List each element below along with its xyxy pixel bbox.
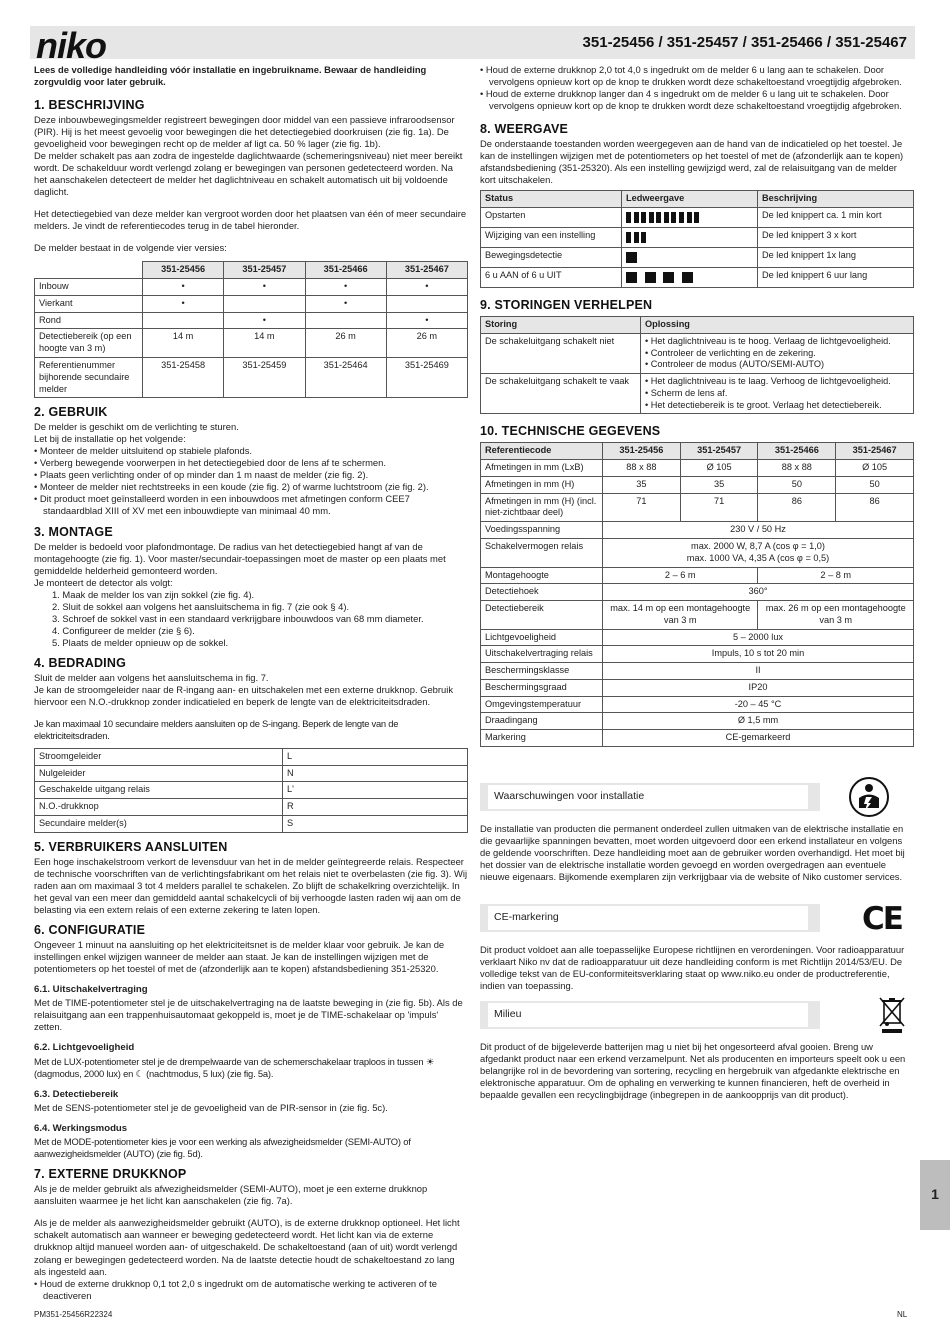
table-row	[35, 312, 468, 329]
table-row	[35, 279, 468, 296]
table-row	[481, 713, 914, 730]
cell-line: max. 2000 W, 8,7 A (cos φ = 1,0)	[691, 540, 825, 551]
subsection-title: 6.3. Detectiebereik	[34, 1088, 119, 1100]
table-cell	[641, 333, 914, 373]
list-item: • Houd de externe drukknop langer dan 4 s ingedrukt om de melder 6 u lang uit te schakelen. Door vervolgens opnieuw kort op de knop te drukken wordt deze schakeltoestand vroegtijdig afgebroken.	[480, 88, 914, 112]
list-item: 3. Schroef de sokkel vast in een standaard verkrijgbare inbouwdoos van 68 mm diameter.	[52, 612, 424, 624]
table-cell: De schakeluitgang schakelt te vaak	[481, 374, 641, 414]
list-item: • Controleer de verlichting en de zekering.	[645, 348, 909, 360]
s1-paragraph: De melder bestaat in de volgende vier versies:	[34, 242, 227, 254]
table-cell: Markering	[481, 730, 603, 747]
table-cell: max. 26 m op een montagehoogte van 3 m	[758, 601, 914, 630]
document-code: PM351-25456R22324	[34, 1310, 113, 1319]
list-item: 1. Maak de melder los van zijn sokkel (zie fig. 4).	[52, 588, 255, 600]
s1-paragraph: De melder schakelt pas aan zodra de ingestelde daglichtwaarde (schemeringsniveau) niet meer bereikt wordt. De schakelduur wordt verlengd zolang er bewegingen van personen gedetecteerd worden. Na het aanschakelen detecteert de melder het daglichtniveau en schakelt automatisch uit bij voldoende daglicht.	[34, 150, 463, 198]
list-item: • Monteer de melder niet rechtstreeks in een koude (zie fig. 2) of warme luchtstroom (zie fig. 2).	[34, 481, 468, 493]
table-row	[35, 748, 468, 765]
table-cell: Voedingsspanning	[481, 522, 603, 539]
list-item: • Monteer de melder uitsluitend op stabiele plafonds.	[34, 445, 468, 457]
table-cell: •	[143, 279, 224, 296]
led-pattern	[622, 208, 758, 228]
table-head-cell: 351-25466	[305, 262, 386, 279]
subsection-title: 6.1. Uitschakelvertraging	[34, 984, 148, 996]
list-item: • Plaats geen verlichting onder of op minder dan 1 m naast de melder (zie fig. 2).	[34, 469, 468, 481]
s3-paragraph: Je monteert de detector als volgt:	[34, 576, 173, 588]
table-cell: De led knippert 1x lang	[758, 248, 914, 268]
table-cell: De led knippert 3 x kort	[758, 228, 914, 248]
table-cell: Beschermingsklasse	[481, 663, 603, 680]
section-2-title: 2. GEBRUIK	[34, 405, 108, 420]
table-row	[481, 584, 914, 601]
right-column	[480, 64, 914, 747]
list-item: • Het detectiebereik is te groot. Verlaag het detectiebereik.	[645, 400, 909, 412]
pushbutton-list	[480, 64, 914, 112]
table-head-cell: 351-25457	[224, 262, 305, 279]
table-cell: 35	[603, 476, 681, 493]
milieu-title: Milieu	[488, 1003, 808, 1026]
section-1-title: 1. BESCHRIJVING	[34, 98, 145, 113]
table-cell: 14 m	[224, 329, 305, 358]
table-cell	[224, 295, 305, 312]
table-cell: 86	[758, 493, 836, 522]
table-head-cell: 351-25467	[836, 443, 914, 460]
table-cell	[305, 312, 386, 329]
technical-table	[480, 442, 914, 747]
table-head-cell: Storing	[481, 317, 641, 334]
troubleshooting-table	[480, 316, 914, 414]
table-row	[35, 329, 468, 358]
table-cell: 86	[836, 493, 914, 522]
table-row	[35, 765, 468, 782]
table-cell: •	[305, 295, 386, 312]
table-head-cell: Oplossing	[641, 317, 914, 334]
table-cell: 351-25464	[305, 357, 386, 397]
table-row	[481, 228, 914, 248]
table-cell: N.O.-drukknop	[35, 799, 283, 816]
table-cell: Ø 105	[680, 460, 758, 477]
table-head-cell: 351-25456	[143, 262, 224, 279]
table-cell: L	[283, 748, 468, 765]
table-cell: •	[305, 279, 386, 296]
table-row	[35, 816, 468, 833]
table-cell: Bewegingsdetectie	[481, 248, 622, 268]
table-cell: 50	[836, 476, 914, 493]
list-item: • Controleer de modus (AUTO/SEMI-AUTO)	[645, 359, 909, 371]
table-row	[481, 696, 914, 713]
table-head-cell: 351-25456	[603, 443, 681, 460]
table-cell: 35	[680, 476, 758, 493]
table-head-cell: Status	[481, 191, 622, 208]
s7-paragraph: Als je de melder als aanwezigheidsmelder gebruikt (AUTO), is de externe drukknop optioneel. Het licht schakelt automatisch aan wanneer er beweging gedetecteerd wordt. Het licht kan via de externe drukknop altijd manueel worden aan- of uitgeschakeld. De schakeltoestand (aan of uit) wordt verlengd zolang er bewegingen gedetecteerd worden. Na de laatste detectie houdt de schakeltoestand zo lang als ingesteld aan.	[34, 1217, 460, 1277]
milieu-section	[480, 1001, 914, 1101]
table-cell: IP20	[603, 679, 914, 696]
table-cell: Impuls, 10 s tot 20 min	[603, 646, 914, 663]
subsection-title: 6.2. Lichtgevoeligheid	[34, 1042, 135, 1054]
section-5-title: 5. VERBRUIKERS AANSLUITEN	[34, 839, 228, 854]
table-cell: Detectiebereik	[481, 601, 603, 630]
table-cell: 50	[758, 476, 836, 493]
table-cell: Afmetingen in mm (H)	[481, 476, 603, 493]
table-head-cell: Ledweergave	[622, 191, 758, 208]
table-cell: 88 x 88	[603, 460, 681, 477]
table-cell: Omgevingstemperatuur	[481, 696, 603, 713]
table-cell: Beschermingsgraad	[481, 679, 603, 696]
table-cell: Ø 105	[836, 460, 914, 477]
table-cell: 26 m	[386, 329, 467, 358]
table-cell: II	[603, 663, 914, 680]
table-row	[35, 799, 468, 816]
product-codes: 351-25456 / 351-25457 / 351-25466 / 351-25467	[582, 34, 907, 51]
table-cell: Geschakelde uitgang relais	[35, 782, 283, 799]
table-head-cell: 351-25457	[680, 443, 758, 460]
intro-text: Lees de volledige handleiding vóór installatie en ingebruikname. Bewaar de handleiding zorgvuldig voor later gebruik.	[34, 64, 427, 88]
s6-paragraph: Met de LUX-potentiometer stel je de drempelwaarde van de schemerschakelaar traploos in tussen ☀ (dagmodus, 2000 lux) en ☾ (nachtmodus, 5 lux) (zie fig. 5a).	[34, 1055, 435, 1079]
mounting-steps	[34, 589, 468, 649]
table-cell: •	[224, 279, 305, 296]
table-row	[481, 601, 914, 630]
ce-mark-icon: CE	[862, 901, 902, 937]
table-cell: CE-gemarkeerd	[603, 730, 914, 747]
table-cell: Nulgeleider	[35, 765, 283, 782]
table-row	[481, 460, 914, 477]
list-item: • Verberg bewegende voorwerpen in het detectiegebied door de lens af te schermen.	[34, 457, 468, 469]
led-pattern	[622, 248, 758, 268]
table-cell: •	[224, 312, 305, 329]
table-cell: De schakeluitgang schakelt niet	[481, 333, 641, 373]
table-cell: Wijziging van een instelling	[481, 228, 622, 248]
table-row	[481, 538, 914, 567]
table-cell: Referentienummer bijhorende secundaire melder	[35, 357, 143, 397]
table-head-cell: Beschrijving	[758, 191, 914, 208]
page-number-tab: 1	[920, 1160, 950, 1230]
table-row	[481, 663, 914, 680]
section-9-title: 9. STORINGEN VERHELPEN	[480, 298, 653, 313]
s1-paragraph: Het detectiegebied van deze melder kan vergroot worden door het plaatsen van één of meer secundaire melders. Je vindt de referentiecodes terug in de tabel hieronder.	[34, 208, 467, 232]
table-head-cell	[35, 262, 143, 279]
table-cell: Opstarten	[481, 208, 622, 228]
table-cell: De led knippert ca. 1 min kort	[758, 208, 914, 228]
section-8-title: 8. WEERGAVE	[480, 122, 569, 137]
table-cell: 2 – 8 m	[758, 567, 914, 584]
led-pattern	[622, 228, 758, 248]
s6-paragraph: Met de TIME-potentiometer stel je de uitschakelvertraging na de laatste beweging in (zie fig. 5b). Als de relaisuitgang aan een trappenhuisautomaat gekoppeld is, moet je de TIME-schakelaar op 'impuls' zetten.	[34, 997, 463, 1033]
language-code: NL	[897, 1310, 908, 1319]
s3-paragraph: De melder is bedoeld voor plafondmontage. De radius van het detectiegebied hangt af van de montagehoogte (zie fig. 1). Voor master/secundair-toepassingen moet de master op een plaats met gemiddelde helderheid gemonteerd worden.	[34, 540, 446, 576]
section-6-title: 6. CONFIGURATIE	[34, 922, 146, 937]
table-cell: 351-25458	[143, 357, 224, 397]
table-row	[481, 629, 914, 646]
table-row	[481, 333, 914, 373]
table-row	[481, 493, 914, 522]
table-cell: 71	[680, 493, 758, 522]
table-row	[481, 679, 914, 696]
electrician-warning-icon	[848, 775, 890, 822]
table-cell: R	[283, 799, 468, 816]
table-cell: Uitschakelvertraging relais	[481, 646, 603, 663]
table-cell: Afmetingen in mm (LxB)	[481, 460, 603, 477]
subsection-title: 6.4. Werkingsmodus	[34, 1123, 128, 1135]
header-bar	[30, 25, 915, 66]
section-4-title: 4. BEDRADING	[34, 655, 126, 670]
s7-paragraph: Als je de melder gebruikt als afwezigheidsmelder (SEMI-AUTO), moet je een externe drukknop aansluiten waarmee je het licht kan aanschakelen (zie fig. 7a).	[34, 1183, 428, 1207]
s4-paragraph: Je kan de stroomgeleider naar de R-ingang aan- en uitschakelen met een externe drukknop. Gebruik hiervoor een N.O.-drukknop zonder indicatieled en beperk de lengte van de elektriciteitsdraden.	[34, 683, 454, 707]
table-cell: 360°	[603, 584, 914, 601]
ce-section	[480, 904, 914, 992]
section-3-title: 3. MONTAGE	[34, 524, 113, 539]
table-cell: -20 – 45 °C	[603, 696, 914, 713]
table-cell	[143, 312, 224, 329]
table-cell: •	[386, 312, 467, 329]
milieu-text: Dit product of de bijgeleverde batterijen mag u niet bij het ongesorteerd afval gooien. Breng uw afgedankt product naar een erkend verzamelpunt. Net als producenten en importeurs speelt ook u een belangrijke rol in de bevordering van sortering, recycling en hergebruik van afgedankte elektrische en elektronische apparatuur. Om de ophaling en verwerking te kunnen financieren, heft de overheid in bepaalde gevallen een recyclingbijdrage (inbegrepen in de aankoopprijs van dit product).	[480, 1041, 906, 1101]
table-cell: Stroomgeleider	[35, 748, 283, 765]
wiring-table	[34, 748, 468, 833]
table-cell: max. 14 m op een montagehoogte van 3 m	[603, 601, 758, 630]
s6-paragraph: Met de SENS-potentiometer stel je de gevoeligheid van de PIR-sensor in (zie fig. 5c).	[34, 1101, 388, 1113]
table-cell: N	[283, 765, 468, 782]
table-row	[481, 730, 914, 747]
s6-paragraph: Met de MODE-potentiometer kies je voor een werking als afwezigheidsmelder (SEMI-AUTO) of aanwezigheidsmelder (AUTO) (zie fig. 5d).	[34, 1136, 411, 1160]
usage-list	[34, 445, 468, 517]
table-row	[481, 476, 914, 493]
cell-line: max. 1000 VA, 4,35 A (cos φ = 0,5)	[686, 552, 830, 563]
table-cell: •	[143, 295, 224, 312]
ce-header	[480, 904, 820, 932]
table-cell: Detectiehoek	[481, 584, 603, 601]
s5-paragraph: Een hoge inschakelstroom verkort de levensduur van het in de melder geïntegreerde relais. Respecteer de technische voorschriften van de verlichtingsfabrikant om het relais niet te overbelasten (zie fig. 3). Wij raden aan om maximaal 3 tot 4 melders parallel te schakelen. Zo blijft de schakelkring overzichtelijk. In het geval van een meer dan gemiddeld aantal schakelcycli of bij verhoogde lasten raden wij aan om de belasting via een extern relais of een externe zekering te laten lopen.	[34, 855, 468, 915]
versions-table	[34, 261, 468, 398]
milieu-header	[480, 1001, 820, 1029]
table-cell: Lichtgevoeligheid	[481, 629, 603, 646]
table-cell: Montagehoogte	[481, 567, 603, 584]
list-item: • Het daglichtniveau is te laag. Verhoog de lichtgevoeligheid.	[645, 376, 909, 388]
ce-text: Dit product voldoet aan alle toepasselijke Europese richtlijnen en verordeningen. Voor radioapparatuur verklaart Niko nv dat de radioapparatuur uit deze handleiding conform is met Richtlijn 2014/53/EU. De volledige tekst van de EU-conformiteitsverklaring staat op www.niko.eu onder de productreferentie, indien van toepassing.	[480, 944, 905, 992]
ce-title: CE-markering	[488, 906, 808, 929]
table-cell	[641, 374, 914, 414]
table-row	[481, 248, 914, 268]
s4-paragraph: Je kan maximaal 10 secundaire melders aansluiten op de S-ingang. Beperk de lengte van de elektriciteitsdraden.	[34, 717, 399, 741]
table-cell: S	[283, 816, 468, 833]
list-item: • Scherm de lens af.	[645, 388, 909, 400]
table-cell: Ø 1,5 mm	[603, 713, 914, 730]
table-cell: 71	[603, 493, 681, 522]
table-row	[35, 357, 468, 397]
list-item: 4. Configureer de melder (zie § 6).	[52, 624, 195, 636]
section-10-title: 10. TECHNISCHE GEGEVENS	[480, 424, 661, 439]
niko-logo: niko	[36, 25, 107, 66]
table-head-cell: Referentiecode	[481, 443, 603, 460]
table-cell: 6 u AAN of 6 u UIT	[481, 268, 622, 288]
table-cell: Detectiebereik (op een hoogte van 3 m)	[35, 329, 143, 358]
table-cell: L'	[283, 782, 468, 799]
table-cell: Secundaire melder(s)	[35, 816, 283, 833]
table-row	[481, 522, 914, 539]
list-item: 2. Sluit de sokkel aan volgens het aansluitschema in fig. 7 (zie ook § 4).	[52, 600, 350, 612]
table-row	[35, 782, 468, 799]
table-cell: Inbouw	[35, 279, 143, 296]
s6-paragraph: Ongeveer 1 minuut na aansluiting op het elektriciteitsnet is de melder klaar voor gebruik. Je kan de instellingen enkel wijzigen wanneer de melder aan staat. Je kan de instellingen wijzigen met de potentiometers op het toestel of met de (afzonderlijk aan te kopen) afstandsbediening 351-25320.	[34, 938, 445, 974]
pushbutton-list	[34, 1278, 468, 1302]
table-cell: Vierkant	[35, 295, 143, 312]
table-row	[481, 567, 914, 584]
list-item: • Houd de externe drukknop 0,1 tot 2,0 s ingedrukt om de automatische werking te activeren of te deactiveren	[34, 1278, 468, 1302]
table-cell	[603, 538, 914, 567]
table-row	[35, 295, 468, 312]
list-item: • Dit product moet geïnstalleerd worden in een inbouwdoos met afmetingen conform CEE7 standaardblad XIII of XV met een inbouwdiepte van minimaal 40 mm.	[34, 493, 468, 517]
table-cell: 5 – 2000 lux	[603, 629, 914, 646]
table-cell: 14 m	[143, 329, 224, 358]
led-table	[480, 190, 914, 288]
table-cell: Draadingang	[481, 713, 603, 730]
warning-text: De installatie van producten die permanent onderdeel zullen uitmaken van de elektrische installatie en die gevaarlijke spanningen bevatten, moet worden uitgevoerd door een erkend installateur en volgens de geldende voorschriften. Deze handleiding moet aan de gebruiker worden overhandigd. Het moet bij het dossier van de elektrische installatie worden gevoegd en worden overgedragen aan eventuele nieuwe eigenaars. Bijkomende exemplaren zijn verkrijgbaar via de website of Niko customer services.	[480, 823, 905, 883]
table-row	[481, 374, 914, 414]
table-cell: 351-25469	[386, 357, 467, 397]
warning-header	[480, 783, 820, 811]
table-head-cell: 351-25466	[758, 443, 836, 460]
left-column	[34, 64, 468, 1302]
table-cell: •	[386, 279, 467, 296]
table-cell	[386, 295, 467, 312]
table-row	[481, 268, 914, 288]
table-head-cell: 351-25467	[386, 262, 467, 279]
table-cell: Schakelvermogen relais	[481, 538, 603, 567]
s1-paragraph: Deze inbouwbewegingsmelder registreert bewegingen door middel van een passieve infraroodsensor (PIR). Hij is het meest gevoelig voor bewegingen die het detectiegebied doorkruisen (zie fig. 1a). De gevoeligheid voor bewegingen recht op de melder af ligt ca. 50 % lager (zie fig. 1b).	[34, 114, 455, 150]
warning-title: Waarschuwingen voor installatie	[488, 785, 808, 808]
table-cell: Rond	[35, 312, 143, 329]
led-pattern	[622, 268, 758, 288]
s2-paragraph: De melder is geschikt om de verlichting te sturen.	[34, 421, 239, 433]
table-cell: 2 – 6 m	[603, 567, 758, 584]
section-7-title: 7. EXTERNE DRUKKNOP	[34, 1167, 187, 1182]
table-cell: De led knippert 6 uur lang	[758, 268, 914, 288]
table-cell: 230 V / 50 Hz	[603, 522, 914, 539]
table-cell: Afmetingen in mm (H) (incl. niet-zichtbaar deel)	[481, 493, 603, 522]
table-row	[481, 208, 914, 228]
list-item: • Houd de externe drukknop 2,0 tot 4,0 s ingedrukt om de melder 6 u lang aan te schakelen. Door vervolgens opnieuw kort op de knop te drukken wordt deze schakeltoestand vroegtijdig afgebroken.	[480, 64, 914, 88]
crossed-bin-icon	[876, 994, 908, 1037]
s4-paragraph: Sluit de melder aan volgens het aansluitschema in fig. 7.	[34, 671, 269, 683]
list-item: 5. Plaats de melder opnieuw op de sokkel.	[52, 636, 229, 648]
table-cell: 26 m	[305, 329, 386, 358]
table-cell: 88 x 88	[758, 460, 836, 477]
s2-paragraph: Let bij de installatie op het volgende:	[34, 433, 186, 445]
list-item: • Het daglichtniveau is te hoog. Verlaag de lichtgevoeligheid.	[645, 336, 909, 348]
table-cell: 351-25459	[224, 357, 305, 397]
table-row	[481, 646, 914, 663]
s8-paragraph: De onderstaande toestanden worden weergegeven aan de hand van de indicatieled op het toestel. Je kan de instellingen wijzigen met de potentiometers op het toestel of met de (afzonderlijk aan te kopen) afstandsbediening (351-25320). Als een instelling gewijzigd werd, zal de relaisuitgang van de melder kort uitschakelen.	[480, 138, 904, 186]
